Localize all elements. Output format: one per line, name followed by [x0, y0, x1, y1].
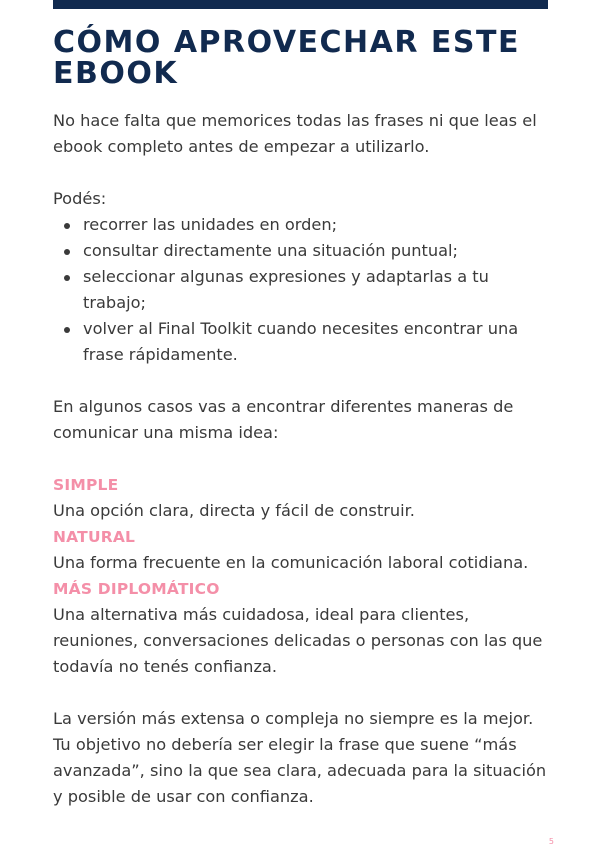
ways-intro-paragraph: En algunos casos vas a encontrar diferentes maneras de comunicar una misma idea:	[53, 397, 514, 442]
list-item: consultar directamente una situación puntual;	[53, 238, 553, 264]
register-label-simple: SIMPLE	[53, 476, 119, 494]
page-title: CÓMO APROVECHAR ESTE EBOOK	[53, 25, 520, 91]
list-item: seleccionar algunas expresiones y adaptarlas a tu trabajo;	[53, 264, 553, 316]
list-item: recorrer las unidades en orden;	[53, 212, 553, 238]
list-item: volver al Final Toolkit cuando necesites encontrar una frase rápidamente.	[53, 316, 553, 368]
closing-paragraph: La versión más extensa o compleja no siempre es la mejor. Tu objetivo no debería ser elegir la frase que suene “más avanzada”, sino la que sea clara, adecuada para la situación y posible de usar con confianza.	[53, 709, 547, 806]
options-heading: Podés:	[53, 189, 107, 208]
intro-paragraph: No hace falta que memorices todas las frases ni que leas el ebook completo antes de empezar a utilizarlo.	[53, 111, 537, 156]
register-description-natural: Una forma frecuente en la comunicación laboral cotidiana.	[53, 553, 529, 572]
page-number: 5	[548, 837, 554, 846]
register-description-diplomatic: Una alternativa más cuidadosa, ideal para clientes, reuniones, conversaciones delicadas o personas con las que todavía no tenés confianza.	[53, 605, 543, 676]
register-label-natural: NATURAL	[53, 528, 136, 546]
register-label-diplomatic: MÁS DIPLOMÁTICO	[53, 580, 220, 598]
top-accent-bar	[53, 0, 548, 9]
page-content	[53, 108, 553, 810]
options-list	[53, 212, 553, 368]
register-description-simple: Una opción clara, directa y fácil de construir.	[53, 501, 415, 520]
